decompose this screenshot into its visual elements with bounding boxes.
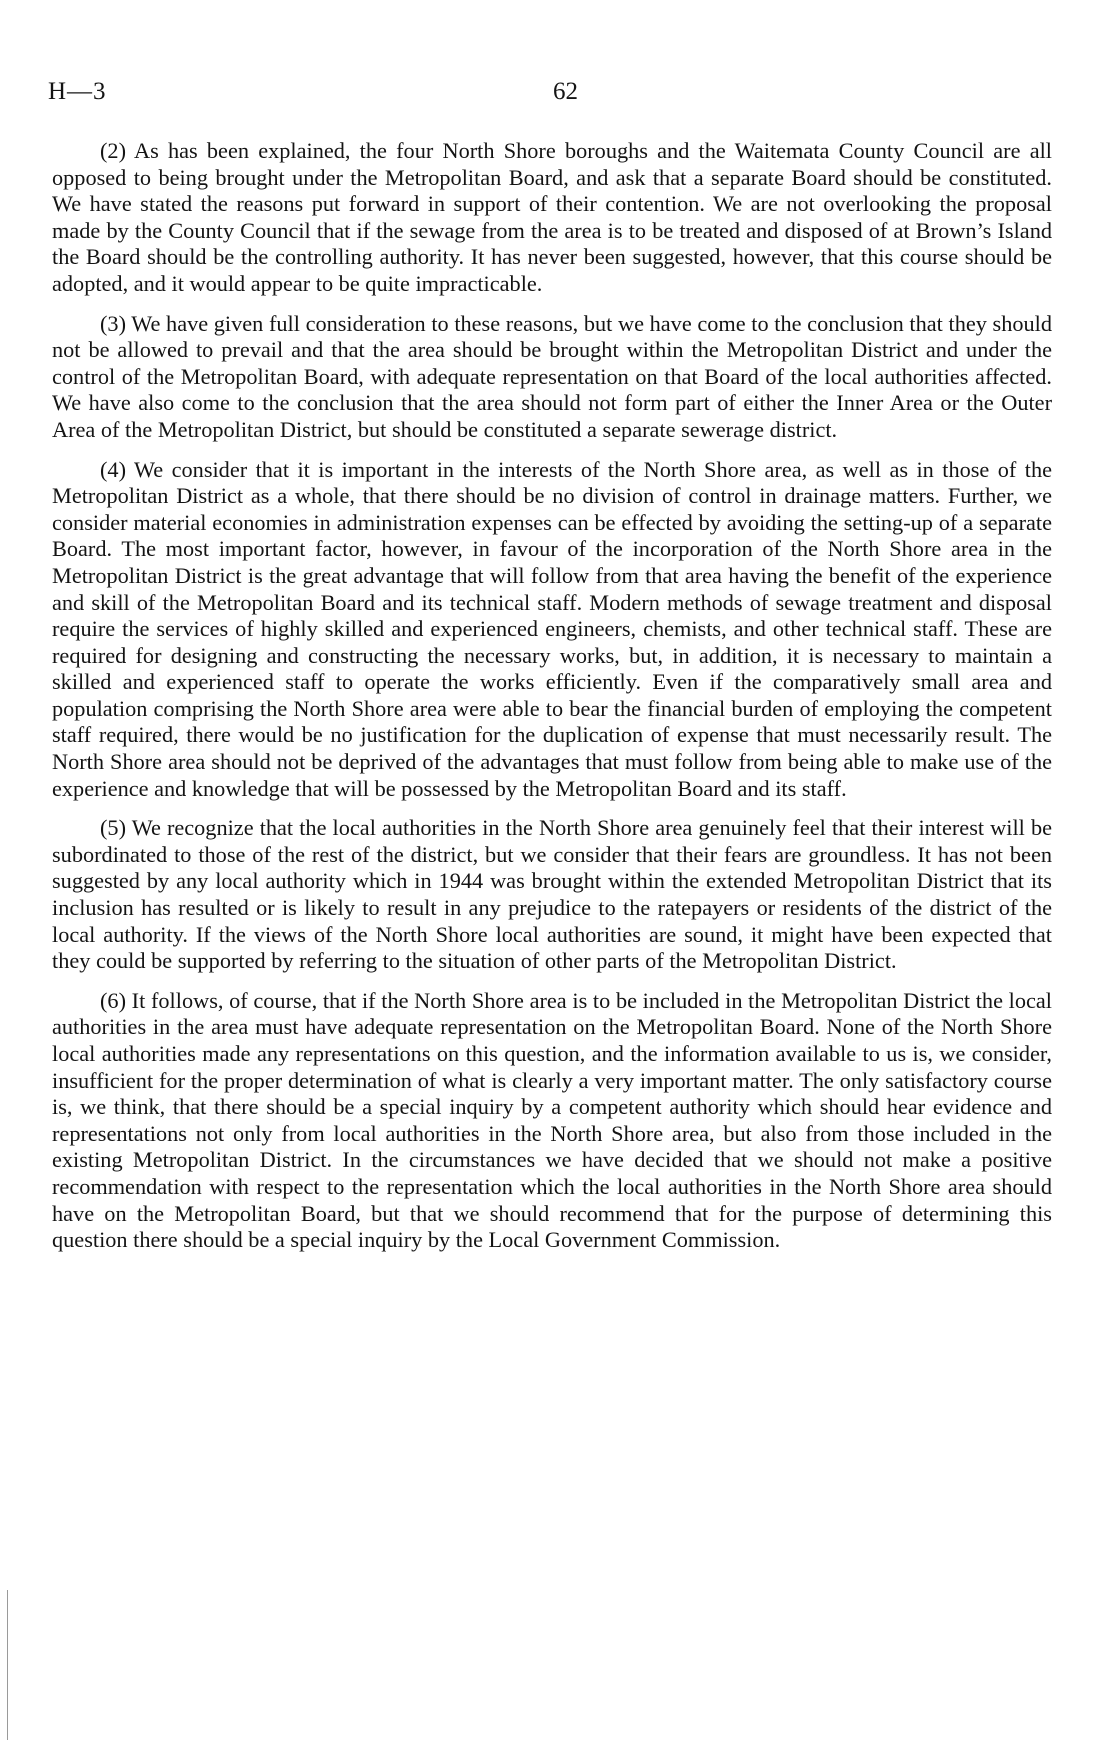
paragraph-2: (2) As has been explained, the four North Shore boroughs and the Waitemata County Council are all opposed to being brought under the Metropolitan Board, and ask that a separate Board should be constituted. We have stated the reasons put forward in support of their contention. We are not overlooking the proposal made by the County Council that if the sewage from the area is to be treated and disposed of at Brown’s Island the Board should be the controlling authority. It has never been suggested, however, that this course should be adopted, and it would appear to be quite impracticable. bbox=[52, 138, 1052, 296]
document-code: H—3 bbox=[48, 78, 107, 105]
paragraph-6: (6) It follows, of course, that if the North Shore area is to be included in the Metropolitan District the local authorities in the area must have adequate representation on the Metropolitan Board. None of the North Shore local authorities made any representations on this question, and the information available to us is, we consider, insufficient for the proper determination of what is clearly a very important matter. The only satisfactory course is, we think, that there should be a special inquiry by a competent authority which should hear evidence and representations not only from local authorities in the North Shore area, but also from those included in the existing Metropolitan District. In the circumstances we have decided that we should not make a positive recommendation with respect to the representation which the local authorities in the North Shore area should have on the Metropolitan Board, but that we should recommend that for the purpose of determining this question there should be a special inquiry by the Local Government Commission. bbox=[52, 987, 1052, 1253]
scan-margin-line bbox=[7, 1590, 8, 1740]
paragraph-5: (5) We recognize that the local authorities in the North Shore area genuinely feel that their interest will be subordinated to those of the rest of the district, but we consider that their fears are groundless. It has not been suggested by any local authority which in 1944 was brought within the extended Metropolitan District that its inclusion has resulted or is likely to result in any prejudice to the ratepayers or residents of the district of the local authority. If the views of the North Shore local authorities are sound, it might have been expected that they could be supported by referring to the situation of other parts of the Metropolitan District. bbox=[52, 815, 1052, 974]
page-number: 62 bbox=[553, 78, 578, 105]
paragraph-3: (3) We have given full consideration to these reasons, but we have come to the conclusion that they should not be allowed to prevail and that the area should be brought within the Metropolitan District and under the control of the Metropolitan Board, with adequate representation on that Board of the local authorities affected. We have also come to the conclusion that the area should not form part of either the Inner Area or the Outer Area of the Metropolitan District, but should be constituted a separate sewerage district. bbox=[52, 310, 1052, 442]
page-header bbox=[48, 78, 1066, 108]
paragraph-4: (4) We consider that it is important in the interests of the North Shore area, as well as in those of the Metropolitan District as a whole, that there should be no division of control in drainage matters. Further, we consider material economies in administration expenses can be effected by avoiding the setting-up of a separate Board. The most important factor, however, in favour of the incorporation of the North Shore area in the Metropolitan District is the great advantage that will follow from that area having the benefit of the experience and skill of the Metropolitan Board and its technical staff. Modern methods of sewage treatment and disposal require the services of highly skilled and experienced engineers, chemists, and other technical staff. These are required for designing and constructing the necessary works, but, in addition, it is necessary to maintain a skilled and experienced staff to operate the works efficiently. Even if the comparatively small area and population comprising the North Shore area were able to bear the financial burden of employing the competent staff required, there would be no justification for the duplication of expense that must necessarily result. The North Shore area should not be deprived of the advantages that must follow from being able to make use of the experience and knowledge that will be possessed by the Metropolitan Board and its staff. bbox=[52, 456, 1052, 801]
report-body bbox=[52, 138, 1052, 1267]
